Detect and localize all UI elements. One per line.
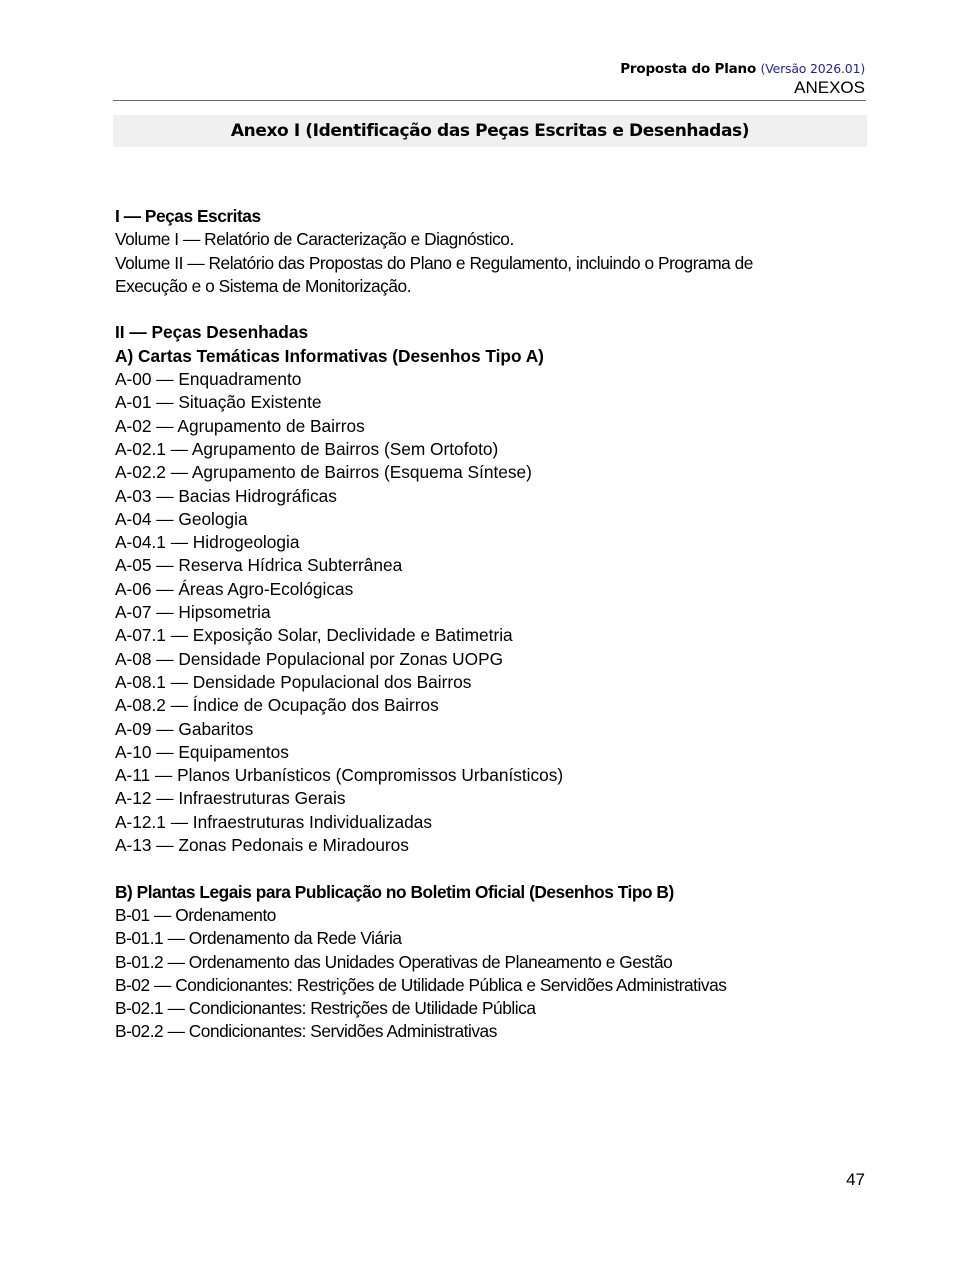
written-heading: I — Peças Escritas [115,206,261,226]
list-item: A-12.1 — Infraestruturas Individualizadas [115,811,432,832]
spacer [115,298,875,321]
written-item: Execução e o Sistema de Monitorização. [115,275,412,296]
written-section [115,205,875,298]
drawn-heading: II — Peças Desenhadas [115,322,309,343]
annex-title-bar [113,115,867,147]
spacer [115,857,875,880]
header-section: ANEXOS [794,78,865,97]
list-item: B-02.1 — Condicionantes: Restrições de Utilidade Pública [115,998,536,1019]
list-item: A-08.2 — Índice de Ocupação dos Bairros [115,695,439,716]
annex-title: Anexo I (Identificação das Peças Escritas e Desenhadas) [230,121,750,141]
list-item: A-00 — Enquadramento [115,369,302,390]
list-item: B-01.2 — Ordenamento das Unidades Operativas de Planeamento e Gestão [115,951,673,972]
list-item: A-07.1 — Exposição Solar, Declividade e Batimetria [115,625,513,646]
header-title: Proposta do Plano [620,61,757,77]
header-divider [113,100,866,101]
list-item: A-11 — Planos Urbanísticos (Compromissos Urbanísticos) [115,765,564,786]
list-item: A-13 — Zonas Pedonais e Miradouros [115,835,409,856]
list-item: A-05 — Reserva Hídrica Subterrânea [115,555,403,576]
list-item: B-01 — Ordenamento [115,904,276,925]
list-item: A-02.1 — Agrupamento de Bairros (Sem Ortofoto) [115,438,499,459]
list-item: A-04.1 — Hidrogeologia [115,532,300,553]
list-item: B-01.1 — Ordenamento da Rede Viária [115,928,402,949]
list-item: B-02 — Condicionantes: Restrições de Utilidade Pública e Servidões Administrativas [115,974,727,995]
written-item: Volume II — Relatório das Propostas do Plano e Regulamento, incluindo o Programa de [115,252,753,273]
page-header [113,60,865,97]
group-b [115,881,875,1044]
drawn-section [115,321,875,1043]
list-item: A-03 — Bacias Hidrográficas [115,485,337,506]
list-item: A-07 — Hipsometria [115,602,271,623]
group-b-heading: B) Plantas Legais para Publicação no Boletim Oficial (Desenhos Tipo B) [115,881,674,902]
header-title-line [113,60,865,78]
list-item: B-02.2 — Condicionantes: Servidões Administrativas [115,1021,497,1042]
header-version: (Versão 2026.01) [760,61,865,76]
list-item: A-04 — Geologia [115,508,248,529]
written-item: Volume I — Relatório de Caracterização e Diagnóstico. [115,229,514,250]
document-body [115,205,875,1044]
list-item: A-08 — Densidade Populacional por Zonas UOPG [115,648,504,669]
list-item: A-06 — Áreas Agro-Ecológicas [115,578,354,599]
list-item: A-01 — Situação Existente [115,392,322,413]
page-number: 47 [846,1170,865,1189]
list-item: A-02.2 — Agrupamento de Bairros (Esquema Síntese) [115,462,532,483]
list-item: A-10 — Equipamentos [115,741,289,762]
group-a-heading: A) Cartas Temáticas Informativas (Desenhos Tipo A) [115,345,544,366]
list-item: A-09 — Gabaritos [115,718,254,739]
list-item: A-12 — Infraestruturas Gerais [115,788,346,809]
group-a-list [115,368,875,857]
list-item: A-02 — Agrupamento de Bairros [115,415,365,436]
list-item: A-08.1 — Densidade Populacional dos Bairros [115,671,472,692]
